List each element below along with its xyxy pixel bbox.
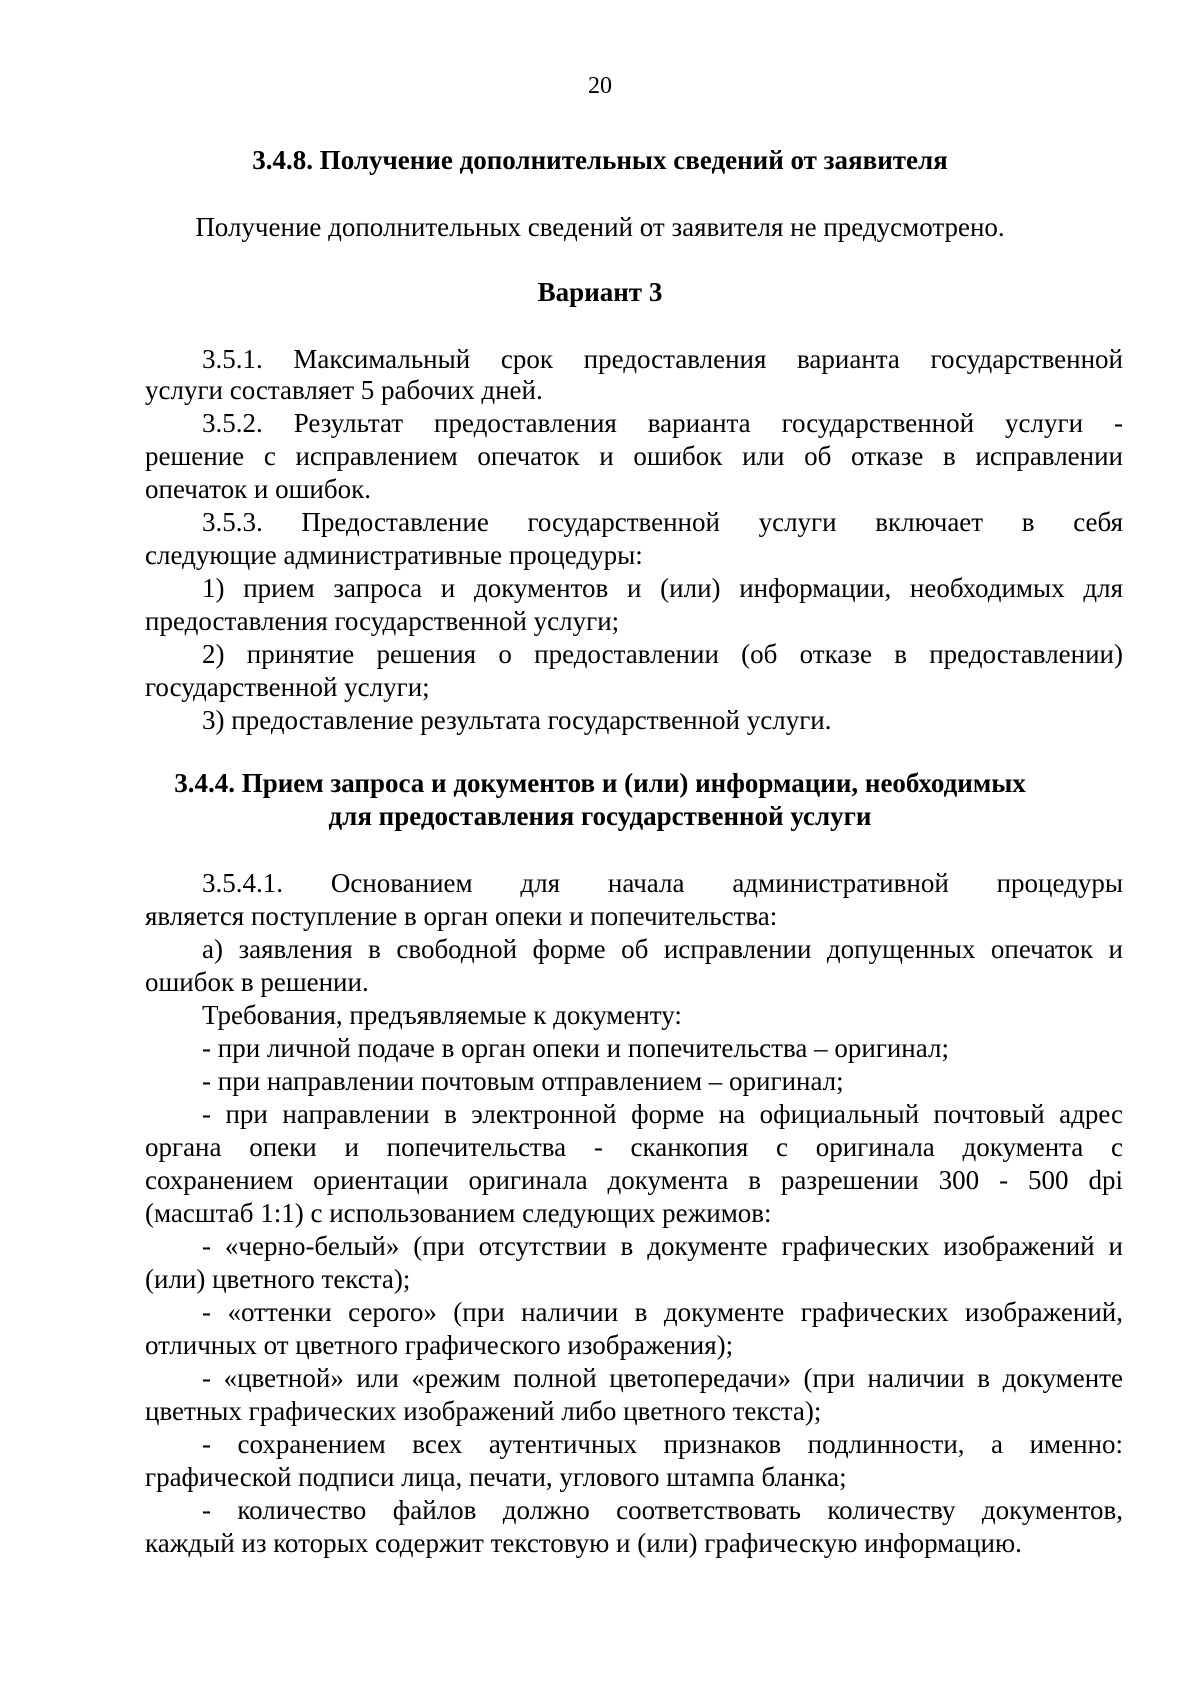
paragraph-line: 3.5.4.1. Основанием для начала административной процедуры xyxy=(202,868,1123,898)
paragraph-line: решение с исправлением опечаток и ошибок или об отказе в исправлении xyxy=(145,441,1123,471)
variant-heading: Вариант 3 xyxy=(537,277,663,307)
paragraph-line: Требования, предъявляемые к документу: xyxy=(202,1000,682,1030)
section-348-text: Получение дополнительных сведений от заявителя не предусмотрено. xyxy=(195,212,1005,242)
list-item: - при направлении в электронной форме на официальный почтовый адрес xyxy=(202,1099,1123,1129)
list-item: - «черно-белый» (при отсутствии в документе графических изображений и xyxy=(202,1231,1123,1261)
paragraph-line: а) заявления в свободной форме об исправлении допущенных опечаток и xyxy=(202,934,1123,964)
section-344-heading: 3.4.4. Прием запроса и документов и (или) информации, необходимых xyxy=(174,768,1026,798)
paragraph-line: 3.5.2. Результат предоставления варианта государственной услуги - xyxy=(202,408,1123,438)
list-item: органа опеки и попечительства - сканкопия с оригинала документа с xyxy=(145,1132,1123,1162)
list-item: (или) цветного текста); xyxy=(145,1264,411,1294)
list-item: - «цветной» или «режим полной цветопередачи» (при наличии в документе xyxy=(202,1363,1123,1393)
page-number: 20 xyxy=(588,73,612,99)
section-344-heading: для предоставления государственной услуги xyxy=(328,801,872,831)
paragraph-line: является поступление в орган опеки и попечительства: xyxy=(145,901,778,931)
paragraph-line: услуги составляет 5 рабочих дней. xyxy=(145,375,543,405)
list-item: предоставления государственной услуги; xyxy=(145,606,620,636)
list-item: 3) предоставление результата государственной услуги. xyxy=(202,705,832,735)
list-item: 2) принятие решения о предоставлении (об отказе в предоставлении) xyxy=(202,639,1123,669)
list-item: - количество файлов должно соответствовать количеству документов, xyxy=(202,1495,1123,1525)
list-item: 1) прием запроса и документов и (или) информации, необходимых для xyxy=(202,573,1123,603)
list-item: каждый из которых содержит текстовую и (или) графическую информацию. xyxy=(145,1528,1022,1558)
list-item: - «оттенки серого» (при наличии в документе графических изображений, xyxy=(202,1297,1123,1327)
list-item: - при личной подаче в орган опеки и попечительства – оригинал; xyxy=(202,1033,949,1063)
paragraph-line: 3.5.3. Предоставление государственной услуги включает в себя xyxy=(202,507,1123,537)
list-item: сохранением ориентации оригинала документа в разрешении 300 - 500 dpi xyxy=(145,1165,1123,1195)
list-item: цветных графических изображений либо цветного текста); xyxy=(145,1396,822,1426)
list-item: - при направлении почтовым отправлением – оригинал; xyxy=(202,1066,844,1096)
list-item: государственной услуги; xyxy=(145,672,430,702)
section-348-heading: 3.4.8. Получение дополнительных сведений от заявителя xyxy=(252,145,948,175)
list-item: графической подписи лица, печати, углового штампа бланка; xyxy=(145,1462,847,1492)
list-item: отличных от цветного графического изображения); xyxy=(145,1330,734,1360)
paragraph-line: 3.5.1. Максимальный срок предоставления варианта государственной xyxy=(202,344,1123,374)
paragraph-line: ошибок в решении. xyxy=(145,967,369,997)
paragraph-line: следующие административные процедуры: xyxy=(145,540,643,570)
list-item: - сохранением всех аутентичных признаков подлинности, а именно: xyxy=(202,1429,1123,1459)
paragraph-line: опечаток и ошибок. xyxy=(145,474,371,504)
list-item: (масштаб 1:1) с использованием следующих режимов: xyxy=(145,1198,772,1228)
